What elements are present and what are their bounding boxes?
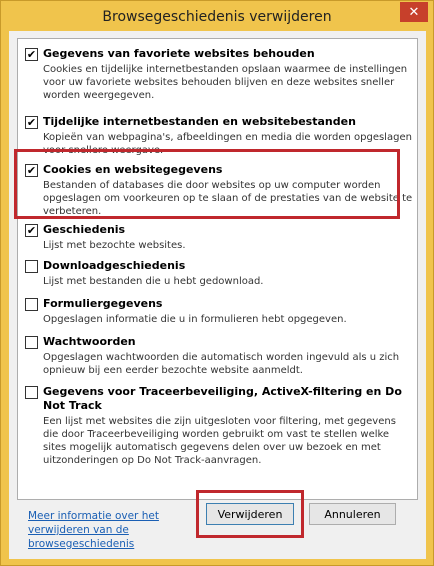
tracking-protection-checkbox[interactable] bbox=[25, 386, 38, 399]
option-tracking-protection bbox=[25, 385, 413, 467]
option-passwords bbox=[25, 335, 413, 377]
passwords-description: Opgeslagen wachtwoorden die automatisch worden ingevuld als u zich opnieuw bij een eerder bezochte website aanmeldt. bbox=[43, 352, 400, 376]
history-description: Lijst met bezochte websites. bbox=[43, 240, 186, 251]
option-favorites bbox=[25, 47, 413, 102]
check-icon: ✔ bbox=[26, 116, 37, 129]
form-data-description: Opgeslagen informatie die u in formulieren hebt opgegeven. bbox=[43, 314, 347, 325]
more-info-link[interactable]: Meer informatie over het verwijderen van de browsegeschiedenis bbox=[28, 510, 159, 550]
check-icon: ✔ bbox=[26, 164, 37, 177]
cookies-highlight-box bbox=[14, 149, 400, 219]
options-panel bbox=[17, 38, 418, 500]
passwords-checkbox[interactable] bbox=[25, 336, 38, 349]
downloads-description: Lijst met bestanden die u hebt gedownload. bbox=[43, 276, 264, 287]
temp-files-description: Kopieën van webpagina's, afbeeldingen en media die worden opgeslagen voor snellere weergave. bbox=[43, 132, 412, 156]
temp-files-label[interactable]: Tijdelijke internetbestanden en websitebestanden bbox=[43, 115, 356, 128]
tracking-protection-label[interactable]: Gegevens voor Traceerbeveiliging, ActiveX-filtering en Do Not Track bbox=[43, 385, 402, 412]
option-form-data bbox=[25, 297, 413, 326]
dialog-client bbox=[9, 31, 426, 559]
tracking-protection-description: Een lijst met websites die zijn uitgesloten voor filtering, met gegevens die door Traceerbeveiliging worden gebruikt om vast te stellen welke sites mogelijk automatisch gegevens delen over uw bezoek en met uitzonderingen op Do Not Track-aanvragen. bbox=[43, 416, 396, 466]
dialog-title: Browsegeschiedenis verwijderen bbox=[102, 9, 332, 25]
check-icon: ✔ bbox=[26, 48, 37, 61]
close-icon: ✕ bbox=[408, 4, 420, 20]
close-button[interactable] bbox=[400, 2, 428, 22]
downloads-label[interactable]: Downloadgeschiedenis bbox=[43, 259, 186, 272]
cancel-button[interactable]: Annuleren bbox=[309, 503, 396, 525]
favorites-description: Cookies en tijdelijke internetbestanden opslaan waarmee de instellingen voor uw favoriete websites behouden blijven en deze websites sneller worden weergegeven. bbox=[43, 64, 408, 101]
favorites-label[interactable]: Gegevens van favoriete websites behouden bbox=[43, 47, 315, 60]
favorites-checkbox[interactable] bbox=[25, 48, 38, 61]
option-downloads bbox=[25, 259, 413, 288]
option-history bbox=[25, 223, 413, 252]
temp-files-checkbox[interactable] bbox=[25, 116, 38, 129]
form-data-label[interactable]: Formuliergegevens bbox=[43, 297, 163, 310]
title-bar[interactable] bbox=[1, 1, 433, 32]
passwords-label[interactable]: Wachtwoorden bbox=[43, 335, 136, 348]
history-checkbox[interactable] bbox=[25, 224, 38, 237]
form-data-checkbox[interactable] bbox=[25, 298, 38, 311]
check-icon: ✔ bbox=[26, 224, 37, 237]
delete-button[interactable]: Verwijderen bbox=[206, 503, 294, 525]
history-label[interactable]: Geschiedenis bbox=[43, 223, 126, 236]
cookies-description: Bestanden of databases die door websites op uw computer worden opgeslagen om voorkeuren op te slaan of de prestaties van de website te verbeteren. bbox=[43, 180, 413, 217]
cookies-label[interactable]: Cookies en websitegegevens bbox=[43, 163, 223, 176]
downloads-checkbox[interactable] bbox=[25, 260, 38, 273]
